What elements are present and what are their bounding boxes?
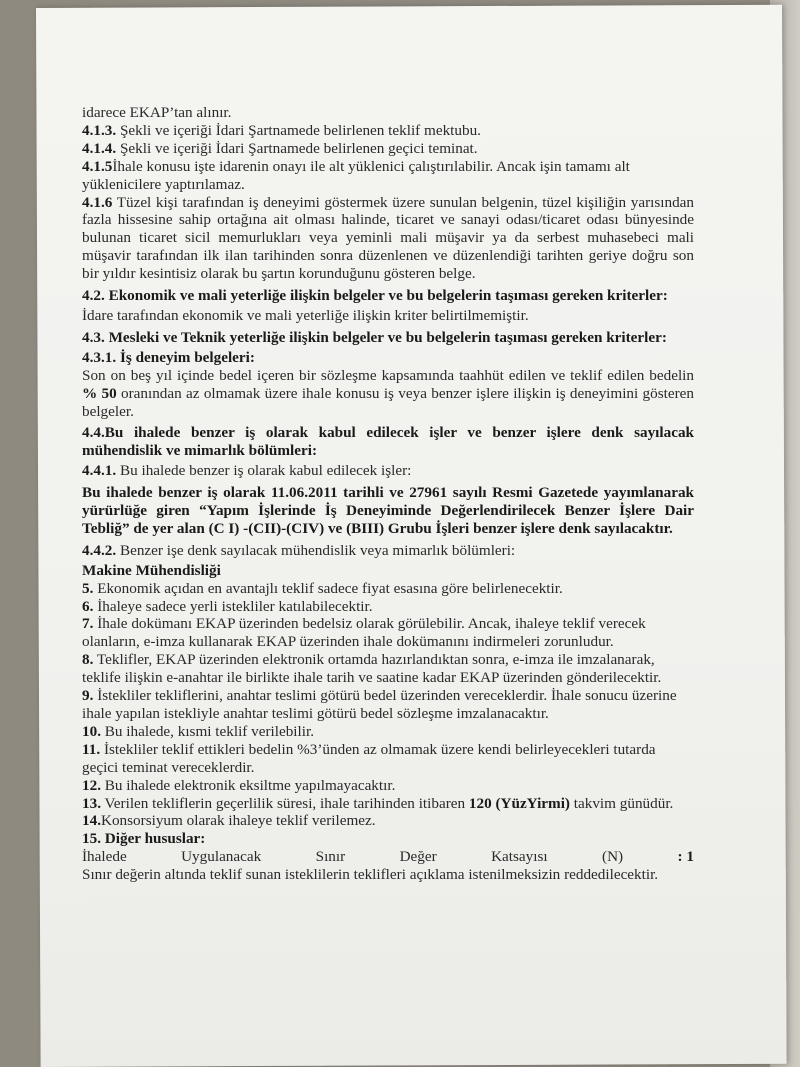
heading-4-3-1: 4.3.1. İş deneyim belgeleri: [82, 348, 255, 366]
limit-value-line: İhalede Uygulanacak Sınır Değer Katsayısı (N) : 1 [82, 848, 694, 866]
item-4-1-4: 4.1.4. Şekli ve içeriği İdari Şartnamede belirlenen geçici teminat. [82, 139, 478, 157]
heading-4-3: 4.3. Mesleki ve Teknik yeterliğe ilişkin belgeler ve bu belgelerin taşıması gereken kriterler: [82, 328, 667, 346]
limit-value-text: Sınır değerin altında teklif sunan isteklilerin teklifleri açıklama istenilmeksizin reddedilecektir. [82, 866, 659, 884]
item-11: 11. İstekliler teklif ettikleri bedelin %3’ünden az olmamak üzere kendi belirleyecekleri tutarda geçici teminat vereceklerdir. [82, 740, 656, 776]
item-4-1-6: 4.1.6 Tüzel kişi tarafından iş deneyimi göstermek üzere sunulan belgenin, tüzel kişiliğin yarısından fazla hissesine sahip ortağına ait olması halinde, ticaret ve sanayi odası/ticaret odası bünyesinde bulunan ticaret sicil memurlukları veya yeminli mali müşavir ya da serbest muhasebeci mali müşavir tarafından ilk ilan tarihinden sonra düzenlenen ve düzenlendiği tarihten geriye doğru son bir yıldır kesintisiz olarak bu şartın korunduğunu gösteren belge. [82, 193, 694, 283]
item-9: 9. İstekliler tekliflerini, anahtar teslimi götürü bedel üzerinden vereceklerdir. İhale sonucu üzerine ihale yapılan istekliyle anahtar teslimi götürü bedel sözleşme imzalanacaktır. [82, 687, 677, 722]
heading-15: 15. Diğer hususlar: [82, 830, 206, 848]
para-4-4-1: Bu ihalede benzer iş olarak 11.06.2011 tarihli ve 27961 sayılı Resmi Gazetede yayımlanarak yürürlüğe giren “Yapım İşlerinde İş Deneyiminde Değerlendirilecek Benzer İşlere Dair Tebliğ” de yer alan (C I) -(CII)-(CIV) ve (BIII) Grubu İşleri benzer işlere denk sayılacaktır. [82, 484, 694, 537]
heading-4-4-1: 4.4.1. Bu ihalede benzer iş olarak kabul edilecek işler: [82, 462, 412, 480]
para-4-2: İdare tarafından ekonomik ve mali yeterliğe ilişkin kriter belirtilmemiştir. [82, 306, 529, 324]
item-10: 10. Bu ihalede, kısmi teklif verilebilir. [82, 722, 314, 740]
item-14: 14.Konsorsiyum olarak ihaleye teklif verilemez. [82, 812, 376, 830]
para-4-3-1: Son on beş yıl içinde bedel içeren bir sözleşme kapsamında taahhüt edilen ve teklif edilen bedelin % 50 oranından az olmamak üzere ihale konusu iş veya benzer işlere ilişkin iş deneyimini gösteren belgeler. [82, 366, 695, 420]
item-7: 7. İhale dokümanı EKAP üzerinden bedelsiz olarak görülebilir. Ancak, ihaleye teklif verecek olanların, e-imza kullanarak EKAP üzerinden ihale dokümanını indirmeleri zorunludur. [82, 615, 646, 651]
document-text [82, 104, 694, 884]
heading-4-4: 4.4.Bu ihalede benzer iş olarak kabul edilecek işler ve benzer işlere denk sayılacak mühendislik ve mimarlık bölümleri: [82, 424, 694, 460]
heading-4-2: 4.2. Ekonomik ve mali yeterliğe ilişkin belgeler ve bu belgelerin taşıması gereken kriterler: [82, 287, 668, 305]
line: idarece EKAP’tan alınır. [82, 104, 232, 121]
heading-4-4-2: 4.4.2. Benzer işe denk sayılacak mühendislik veya mimarlık bölümleri: [82, 541, 516, 559]
item-6: 6. İhaleye sadece yerli istekliler katılabilecektir. [82, 597, 373, 615]
item-4-1-5: 4.1.5İhale konusu işte idarenin onayı ile alt yüklenici çalıştırılabilir. Ancak işin tamamı alt yüklenicilere yaptırılamaz. [82, 157, 630, 193]
item-5: 5. Ekonomik açıdan en avantajlı teklif sadece fiyat esasına göre belirlenecektir. [82, 579, 563, 597]
item-13: 13. Verilen tekliflerin geçerlilik süresi, ihale tarihinden itibaren 120 (YüzYirmi) takvim günüdür. [82, 794, 674, 812]
engineering-branch: Makine Mühendisliği [82, 561, 221, 579]
item-8: 8. Teklifler, EKAP üzerinden elektronik ortamda hazırlandıktan sonra, e-imza ile imzalanarak, teklife ilişkin e-anahtar ile birlikte ihale tarih ve saatine kadar EKAP üzerinden gönderilecektir. [82, 651, 662, 687]
item-12: 12. Bu ihalede elektronik eksiltme yapılmayacaktır. [82, 776, 396, 794]
item-4-1-3: 4.1.3. Şekli ve içeriği İdari Şartnamede belirlenen teklif mektubu. [82, 121, 481, 139]
